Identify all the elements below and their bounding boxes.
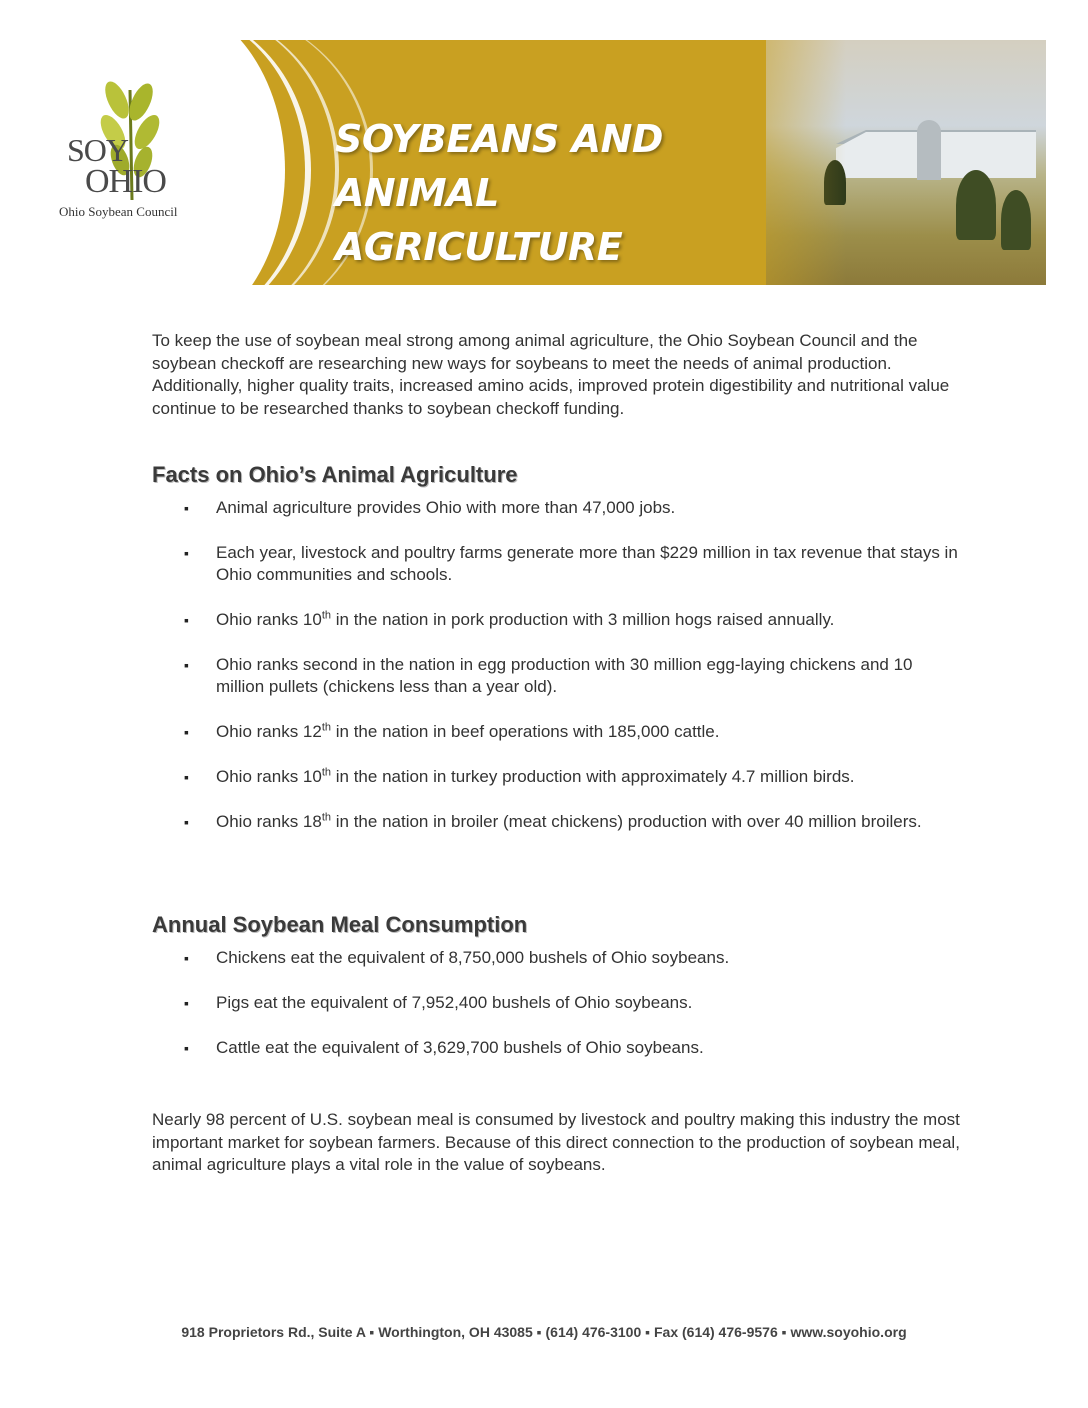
soy-ohio-logo (55, 80, 200, 220)
tree (956, 170, 996, 240)
page-title (335, 112, 795, 274)
list-item: ▪ Ohio ranks 10th in the nation in turkey production with approximately 4.7 million birds. (184, 766, 964, 788)
silo (917, 120, 941, 180)
list-item: ▪ Ohio ranks 10th in the nation in pork production with 3 million hogs raised annually. (184, 609, 964, 631)
list-item: ▪ Chickens eat the equivalent of 8,750,000 bushels of Ohio soybeans. (184, 947, 964, 969)
list-item: ▪ Cattle eat the equivalent of 3,629,700 bushels of Ohio soybeans. (184, 1037, 964, 1059)
list-item: ▪ Animal agriculture provides Ohio with more than 47,000 jobs. (184, 497, 964, 519)
closing-paragraph: Nearly 98 percent of U.S. soybean meal is consumed by livestock and poultry making this industry the most important market for soybean farmers. Because of this direct connection to the production of soybean meal, animal agriculture plays a vital role in the value of soybeans. (152, 1110, 960, 1174)
consumption-list (184, 947, 964, 1059)
list-item: ▪ Ohio ranks second in the nation in egg production with 30 million egg-laying chickens and 10 million pullets (chickens less than a year old). (184, 654, 964, 698)
list-item: ▪ Each year, livestock and poultry farms generate more than $229 million in tax revenue that stays in Ohio communities and schools. (184, 542, 964, 586)
facts-heading: Facts on Ohio’s Animal Agriculture (152, 462, 518, 487)
logo-ohio: OHIO (85, 163, 166, 200)
title-line-2: ANIMAL AGRICULTURE (335, 171, 623, 269)
facts-list (184, 497, 964, 833)
logo-council: Ohio Soybean Council (59, 204, 178, 219)
list-item: ▪ Ohio ranks 12th in the nation in beef operations with 185,000 cattle. (184, 721, 964, 743)
list-item: ▪ Pigs eat the equivalent of 7,952,400 bushels of Ohio soybeans. (184, 992, 964, 1014)
footer-address: 918 Proprietors Rd., Suite A ▪ Worthington, OH 43085 ▪ (614) 476-3100 ▪ Fax (614) 476-9576 ▪ www.soyohio.org (181, 1324, 907, 1340)
title-line-1: SOYBEANS AND (335, 117, 663, 161)
consumption-heading: Annual Soybean Meal Consumption (152, 912, 528, 937)
intro-paragraph: To keep the use of soybean meal strong among animal agriculture, the Ohio Soybean Council and the soybean checkoff are researching new ways for soybeans to meet the needs of animal production. Additionally, higher quality traits, increased amino acids, improved protein digestibility and nutritional value continue to be researched thanks to soybean checkoff funding. (152, 331, 950, 418)
tree (1001, 190, 1031, 250)
logo-soy: SOY (67, 132, 129, 168)
list-item: ▪ Ohio ranks 18th in the nation in broiler (meat chickens) production with over 40 million broilers. (184, 811, 964, 833)
